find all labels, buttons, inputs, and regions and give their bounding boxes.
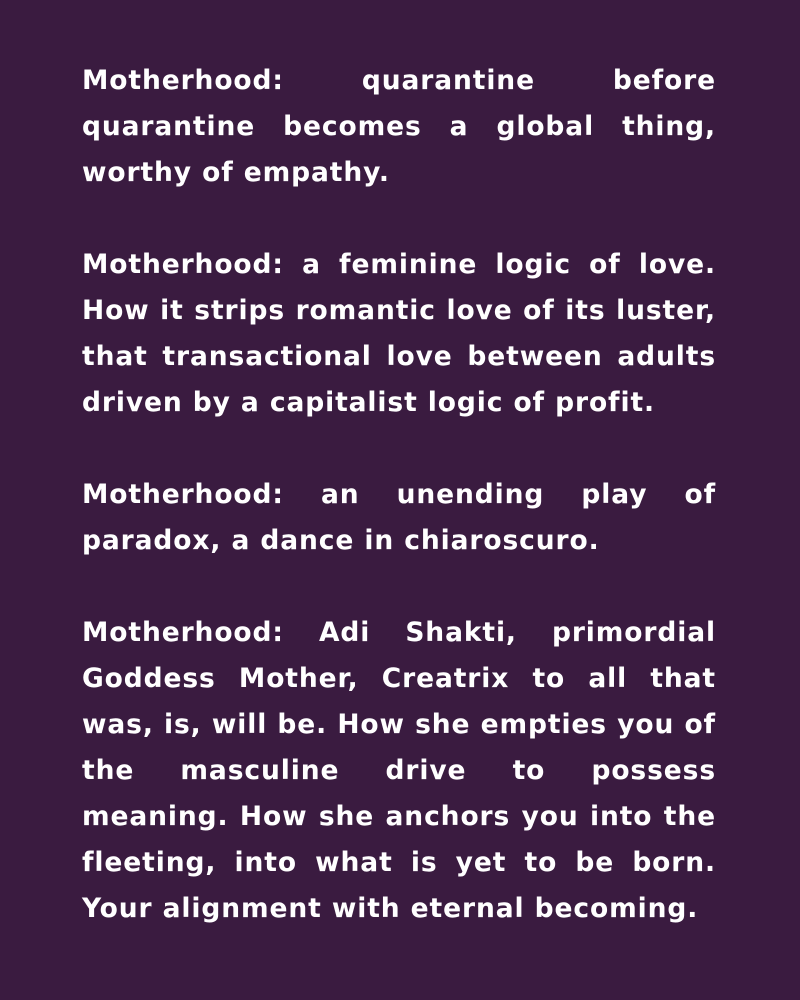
paragraph-adi-shakti: Motherhood: Adi Shakti, primordial Goddess Mother, Creatrix to all that was, is, will be. How she empties you of the masculine drive to possess meaning. How she anchors you into the fleeting, into what is yet to be born. Your alignment with eternal becoming. bbox=[82, 617, 716, 924]
paragraph-quarantine: Motherhood: quarantine before quarantine becomes a global thing, worthy of empathy. bbox=[82, 65, 716, 188]
paragraph-feminine-logic: Motherhood: a feminine logic of love. How it strips romantic love of its luster, that transactional love between adults driven by a capitalist logic of profit. bbox=[82, 249, 716, 418]
paragraph-paradox: Motherhood: an unending play of paradox, a dance in chiaroscuro. bbox=[82, 479, 716, 556]
